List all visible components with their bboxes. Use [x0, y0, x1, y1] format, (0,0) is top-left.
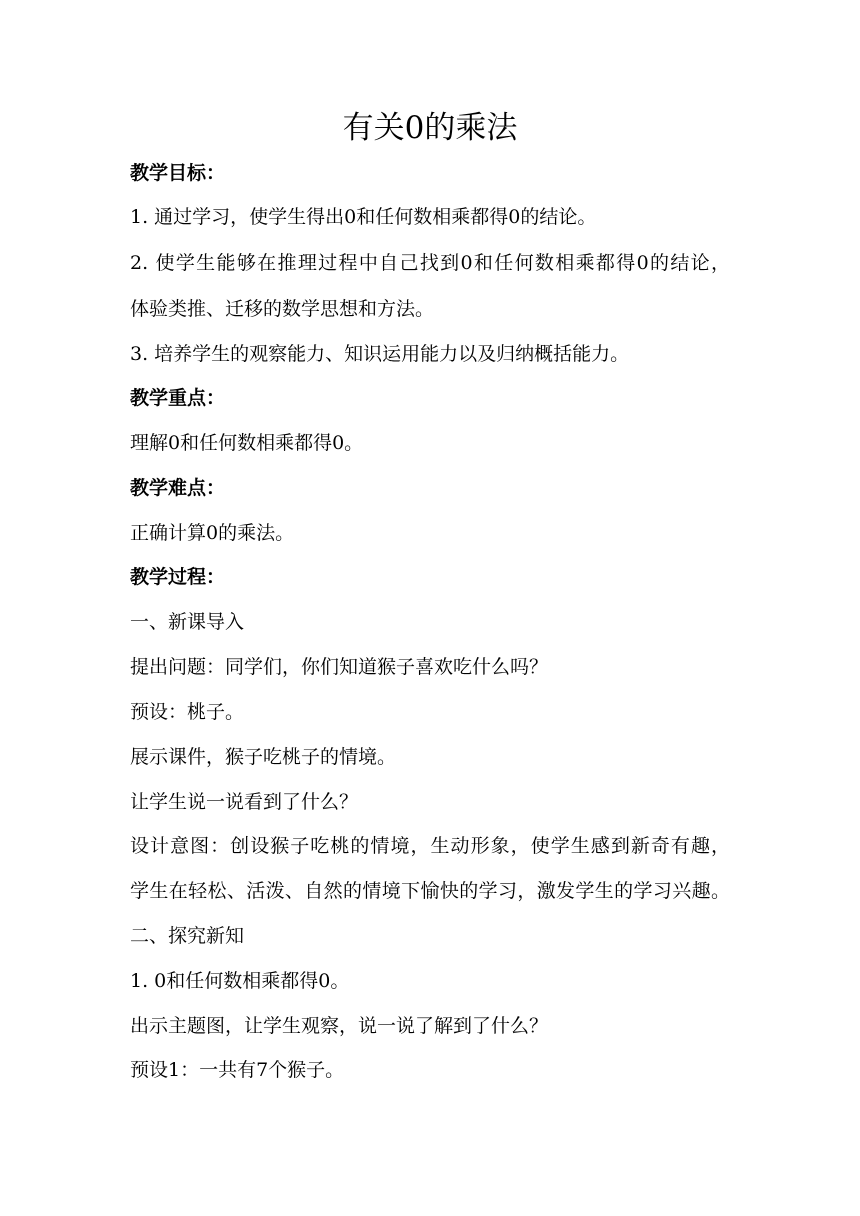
- heading-teaching-objectives: 教学目标：: [130, 162, 226, 184]
- paragraph-design-intent-line-2: 学生在轻松、活泼、自然的情境下愉快的学习，激发学生的学习兴趣。: [130, 880, 730, 902]
- objective-1: 1. 通过学习，使学生得出0和任何数相乘都得0的结论。: [130, 206, 597, 228]
- objective-3: 3. 培养学生的观察能力、知识运用能力以及归纳概括能力。: [130, 343, 630, 365]
- paragraph-show-theme-image: 出示主题图，让学生观察，说一说了解到了什么？: [130, 1015, 549, 1037]
- heading-key-points: 教学重点：: [130, 387, 226, 409]
- document-title: 有关0的乘法: [342, 110, 518, 146]
- objective-2-line-1: 2. 使学生能够在推理过程中自己找到0和任何数相乘都得0的结论，: [130, 252, 730, 274]
- paragraph-design-intent-line-1: 设计意图：创设猴子吃桃的情境，生动形象，使学生感到新奇有趣，: [130, 835, 730, 857]
- key-point: 理解0和任何数相乘都得0。: [130, 432, 364, 454]
- difficulty: 正确计算0的乘法。: [130, 522, 295, 544]
- section-explore-new-knowledge: 二、探究新知: [130, 925, 245, 947]
- paragraph-preset-answer: 预设：桃子。: [130, 701, 245, 723]
- subsection-zero-multiplication: 1. 0和任何数相乘都得0。: [130, 970, 350, 992]
- heading-teaching-process: 教学过程：: [130, 566, 226, 588]
- paragraph-student-observe: 让学生说一说看到了什么？: [130, 791, 359, 813]
- paragraph-question: 提出问题：同学们，你们知道猴子喜欢吃什么吗？: [130, 656, 549, 678]
- objective-2-line-2: 体验类推、迁移的数学思想和方法。: [130, 298, 435, 320]
- heading-difficulties: 教学难点：: [130, 477, 226, 499]
- paragraph-preset-1: 预设1：一共有7个猴子。: [130, 1059, 345, 1081]
- section-new-lesson-intro: 一、新课导入: [130, 611, 245, 633]
- paragraph-show-courseware: 展示课件，猴子吃桃子的情境。: [130, 746, 397, 768]
